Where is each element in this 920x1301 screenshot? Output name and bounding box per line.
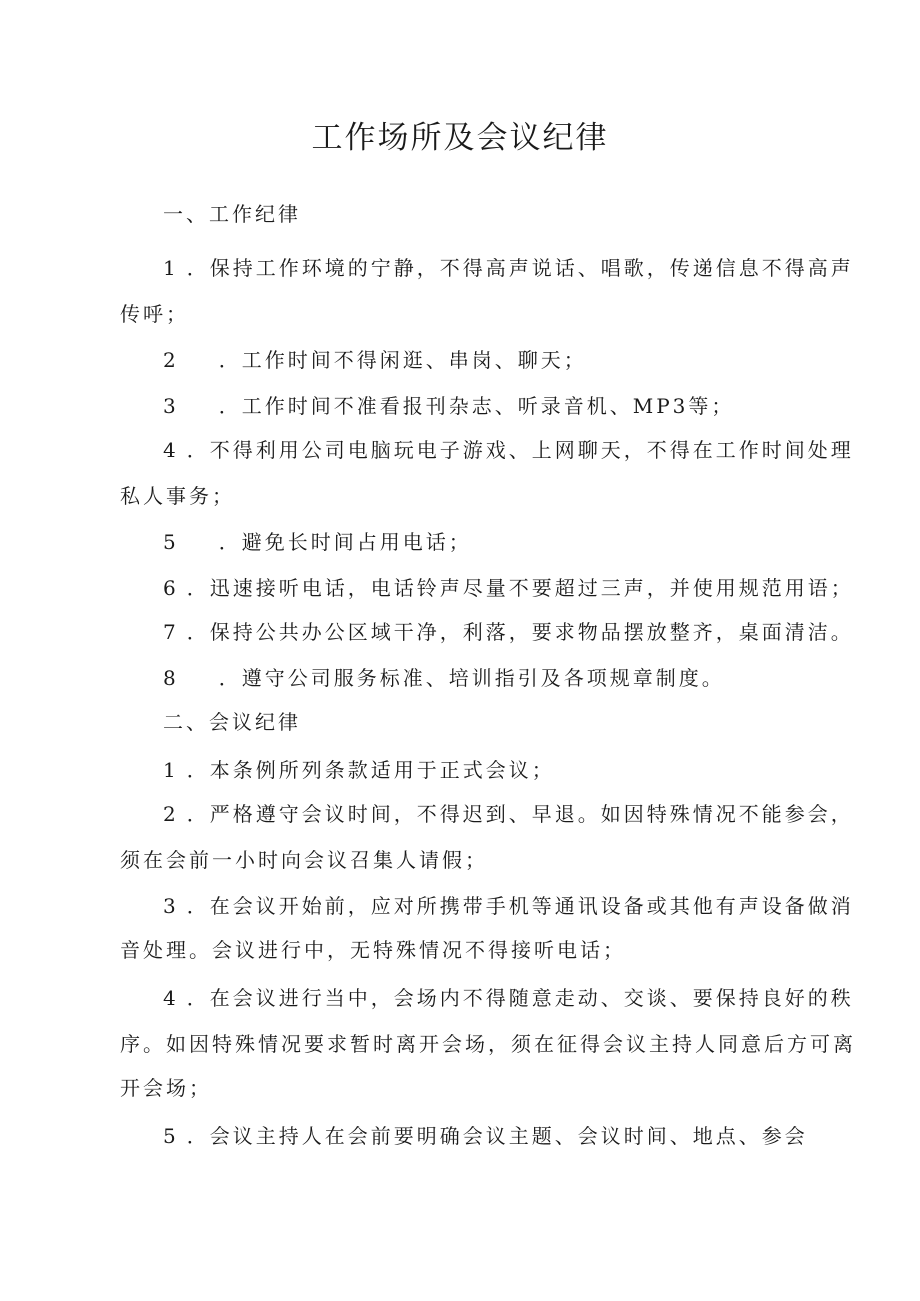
list-item xyxy=(163,618,863,646)
item-text: ．工作时间不得闲逛、串岗、聊天； xyxy=(218,348,587,372)
document-title: 工作场所及会议纪律 xyxy=(311,120,609,156)
list-item xyxy=(163,392,863,420)
list-item-continuation: 私人事务； xyxy=(120,484,235,508)
item-text: ．保持工作环境的宁静，不得高声说话、唱歌，传递信息不得高声 xyxy=(186,256,854,280)
item-number: 2 xyxy=(163,802,179,826)
item-number: 7 xyxy=(163,620,179,644)
item-text: ．保持公共办公区域干净，利落，要求物品摆放整齐，桌面清洁。 xyxy=(186,620,854,644)
list-item xyxy=(163,756,863,784)
list-item xyxy=(163,1122,863,1150)
item-text: ．在会议进行当中，会场内不得随意走动、交谈、要保持良好的秩 xyxy=(186,986,854,1010)
list-item xyxy=(163,436,863,464)
list-item-continuation: 序。如因特殊情况要求暂时离开会场，须在征得会议主持人同意后方可离 xyxy=(120,1032,856,1056)
item-text: ．在会议开始前，应对所携带手机等通讯设备或其他有声设备做消 xyxy=(186,894,854,918)
item-number: 1 xyxy=(163,758,179,782)
list-item-continuation: 传呼； xyxy=(120,302,189,326)
item-text: ．会议主持人在会前要明确会议主题、会议时间、地点、参会 xyxy=(186,1124,808,1148)
list-item xyxy=(163,892,863,920)
item-text: ．工作时间不准看报刊杂志、听录音机、MP3等； xyxy=(218,394,735,418)
item-number: 5 xyxy=(163,1124,179,1148)
list-item xyxy=(163,800,863,828)
list-item xyxy=(163,528,863,556)
item-text: ．本条例所列条款适用于正式会议； xyxy=(186,758,555,782)
item-text: ．严格遵守会议时间，不得迟到、早退。如因特殊情况不能参会， xyxy=(186,802,854,826)
item-number: 4 xyxy=(163,986,179,1010)
item-number: 1 xyxy=(163,256,179,280)
section-heading: 二、会议纪律 xyxy=(163,710,301,734)
list-item xyxy=(163,254,863,282)
list-item xyxy=(163,346,863,374)
list-item xyxy=(163,574,863,602)
item-number: 8 xyxy=(163,666,179,690)
item-number: 3 xyxy=(163,894,179,918)
item-text: ．迅速接听电话，电话铃声尽量不要超过三声，并使用规范用语； xyxy=(186,576,854,600)
item-text: ．不得利用公司电脑玩电子游戏、上网聊天，不得在工作时间处理 xyxy=(186,438,854,462)
list-item-continuation: 开会场； xyxy=(120,1076,212,1100)
item-number: 5 xyxy=(163,530,179,554)
item-number: 3 xyxy=(163,394,179,418)
item-text: ．遵守公司服务标准、培训指引及各项规章制度。 xyxy=(218,666,725,690)
list-item-continuation: 音处理。会议进行中，无特殊情况不得接听电话； xyxy=(120,938,626,962)
item-text: ．避免长时间占用电话； xyxy=(218,530,472,554)
item-number: 2 xyxy=(163,348,179,372)
list-item xyxy=(163,984,863,1012)
item-number: 6 xyxy=(163,576,179,600)
list-item xyxy=(163,664,863,692)
list-item-continuation: 须在会前一小时向会议召集人请假； xyxy=(120,848,488,872)
section-heading: 一、工作纪律 xyxy=(163,202,301,226)
item-number: 4 xyxy=(163,438,179,462)
